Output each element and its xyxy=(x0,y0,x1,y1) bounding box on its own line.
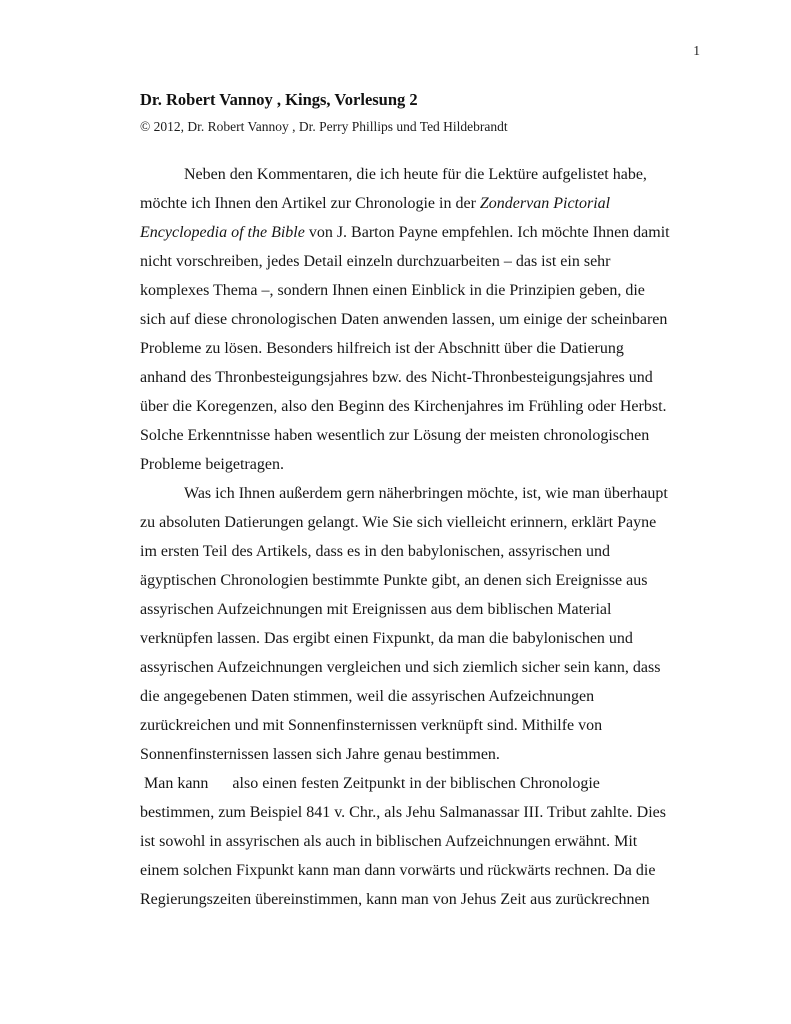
text-segment: zu absoluten Datierungen gelangt. Wie Sie sich vielleicht erinnern, erklärt Payne xyxy=(140,514,657,531)
text-line xyxy=(140,566,720,595)
italic-text-segment: Zondervan Pictorial xyxy=(479,195,611,212)
text-segment: Sonnenfinsternissen lassen sich Jahre genau bestimmen. xyxy=(140,746,500,763)
text-line xyxy=(140,189,720,218)
text-segment: assyrischen Aufzeichnungen mit Ereignissen aus dem biblischen Material xyxy=(140,601,612,618)
text-line xyxy=(140,421,720,450)
text-segment: komplexes Thema –, sondern Ihnen einen Einblick in die Prinzipien geben, die xyxy=(140,282,645,299)
text-line xyxy=(140,798,720,827)
paragraph xyxy=(140,769,720,914)
text-segment: einem solchen Fixpunkt kann man dann vorwärts und rückwärts rechnen. Da die xyxy=(140,862,656,879)
copyright-line: © 2012, Dr. Robert Vannoy , Dr. Perry Phillips und Ted Hildebrandt xyxy=(140,119,508,134)
text-segment: Solche Erkenntnisse haben wesentlich zur Lösung der meisten chronologischen xyxy=(140,427,650,444)
text-line xyxy=(140,653,720,682)
text-segment: assyrischen Aufzeichnungen vergleichen und sich ziemlich sicher sein kann, dass xyxy=(140,659,661,676)
page-number: 1 xyxy=(693,43,700,58)
text-line xyxy=(140,885,720,914)
text-segment: bestimmen, zum Beispiel 841 v. Chr., als Jehu Salmanassar III. Tribut zahlte. Dies xyxy=(140,804,666,821)
text-segment: die angegebenen Daten stimmen, weil die assyrischen Aufzeichnungen xyxy=(140,688,595,705)
text-segment: anhand des Thronbesteigungsjahres bzw. des Nicht-Thronbesteigungsjahres und xyxy=(140,369,653,386)
paragraph xyxy=(140,479,720,769)
text-segment: Probleme beigetragen. xyxy=(140,456,284,473)
text-segment: Probleme zu lösen. Besonders hilfreich ist der Abschnitt über die Datierung xyxy=(140,340,624,357)
text-line xyxy=(140,827,720,856)
text-line xyxy=(140,856,720,885)
text-line xyxy=(140,450,720,479)
text-segment: nicht vorschreiben, jedes Detail einzeln durchzuarbeiten – das ist ein sehr xyxy=(140,253,611,270)
text-segment: sich auf diese chronologischen Daten anwenden lassen, um einige der scheinbaren xyxy=(140,311,668,328)
text-segment: über die Koregenzen, also den Beginn des Kirchenjahres im Frühling oder Herbst. xyxy=(140,398,667,415)
text-line xyxy=(140,392,720,421)
text-line xyxy=(140,595,720,624)
text-segment: zurückreichen und mit Sonnenfinsternissen verknüpft sind. Mithilfe von xyxy=(140,717,603,734)
paragraph xyxy=(140,160,720,479)
text-line xyxy=(140,740,720,769)
text-line xyxy=(140,479,720,508)
text-line xyxy=(140,305,720,334)
text-line xyxy=(140,682,720,711)
text-line xyxy=(140,218,720,247)
text-line xyxy=(140,247,720,276)
text-line xyxy=(140,276,720,305)
text-segment: möchte ich Ihnen den Artikel zur Chronologie in der xyxy=(140,195,480,212)
text-line xyxy=(140,711,720,740)
text-line xyxy=(140,624,720,653)
text-line xyxy=(140,334,720,363)
text-line xyxy=(140,508,720,537)
text-line xyxy=(140,363,720,392)
text-segment: Neben den Kommentaren, die ich heute für die Lektüre aufgelistet habe, xyxy=(184,166,647,183)
text-segment: im ersten Teil des Artikels, dass es in den babylonischen, assyrischen und xyxy=(140,543,611,560)
text-segment: ägyptischen Chronologien bestimmte Punkte gibt, an denen sich Ereignisse aus xyxy=(140,572,648,589)
text-segment: Man kann also einen festen Zeitpunkt in der biblischen Chronologie xyxy=(140,775,600,792)
text-segment: von J. Barton Payne empfehlen. Ich möchte Ihnen damit xyxy=(304,224,670,241)
text-line xyxy=(140,769,720,798)
document-body xyxy=(140,160,720,914)
text-line xyxy=(140,537,720,566)
text-line xyxy=(140,160,720,189)
document-title: Dr. Robert Vannoy , Kings, Vorlesung 2 xyxy=(140,90,418,109)
text-segment: ist sowohl in assyrischen als auch in biblischen Aufzeichnungen erwähnt. Mit xyxy=(140,833,638,850)
italic-text-segment: Encyclopedia of the Bible xyxy=(140,224,305,241)
text-segment: verknüpfen lassen. Das ergibt einen Fixpunkt, da man die babylonischen und xyxy=(140,630,633,647)
text-segment: Was ich Ihnen außerdem gern näherbringen möchte, ist, wie man überhaupt xyxy=(184,485,668,502)
text-segment: Regierungszeiten übereinstimmen, kann man von Jehus Zeit aus zurückrechnen xyxy=(140,891,650,908)
